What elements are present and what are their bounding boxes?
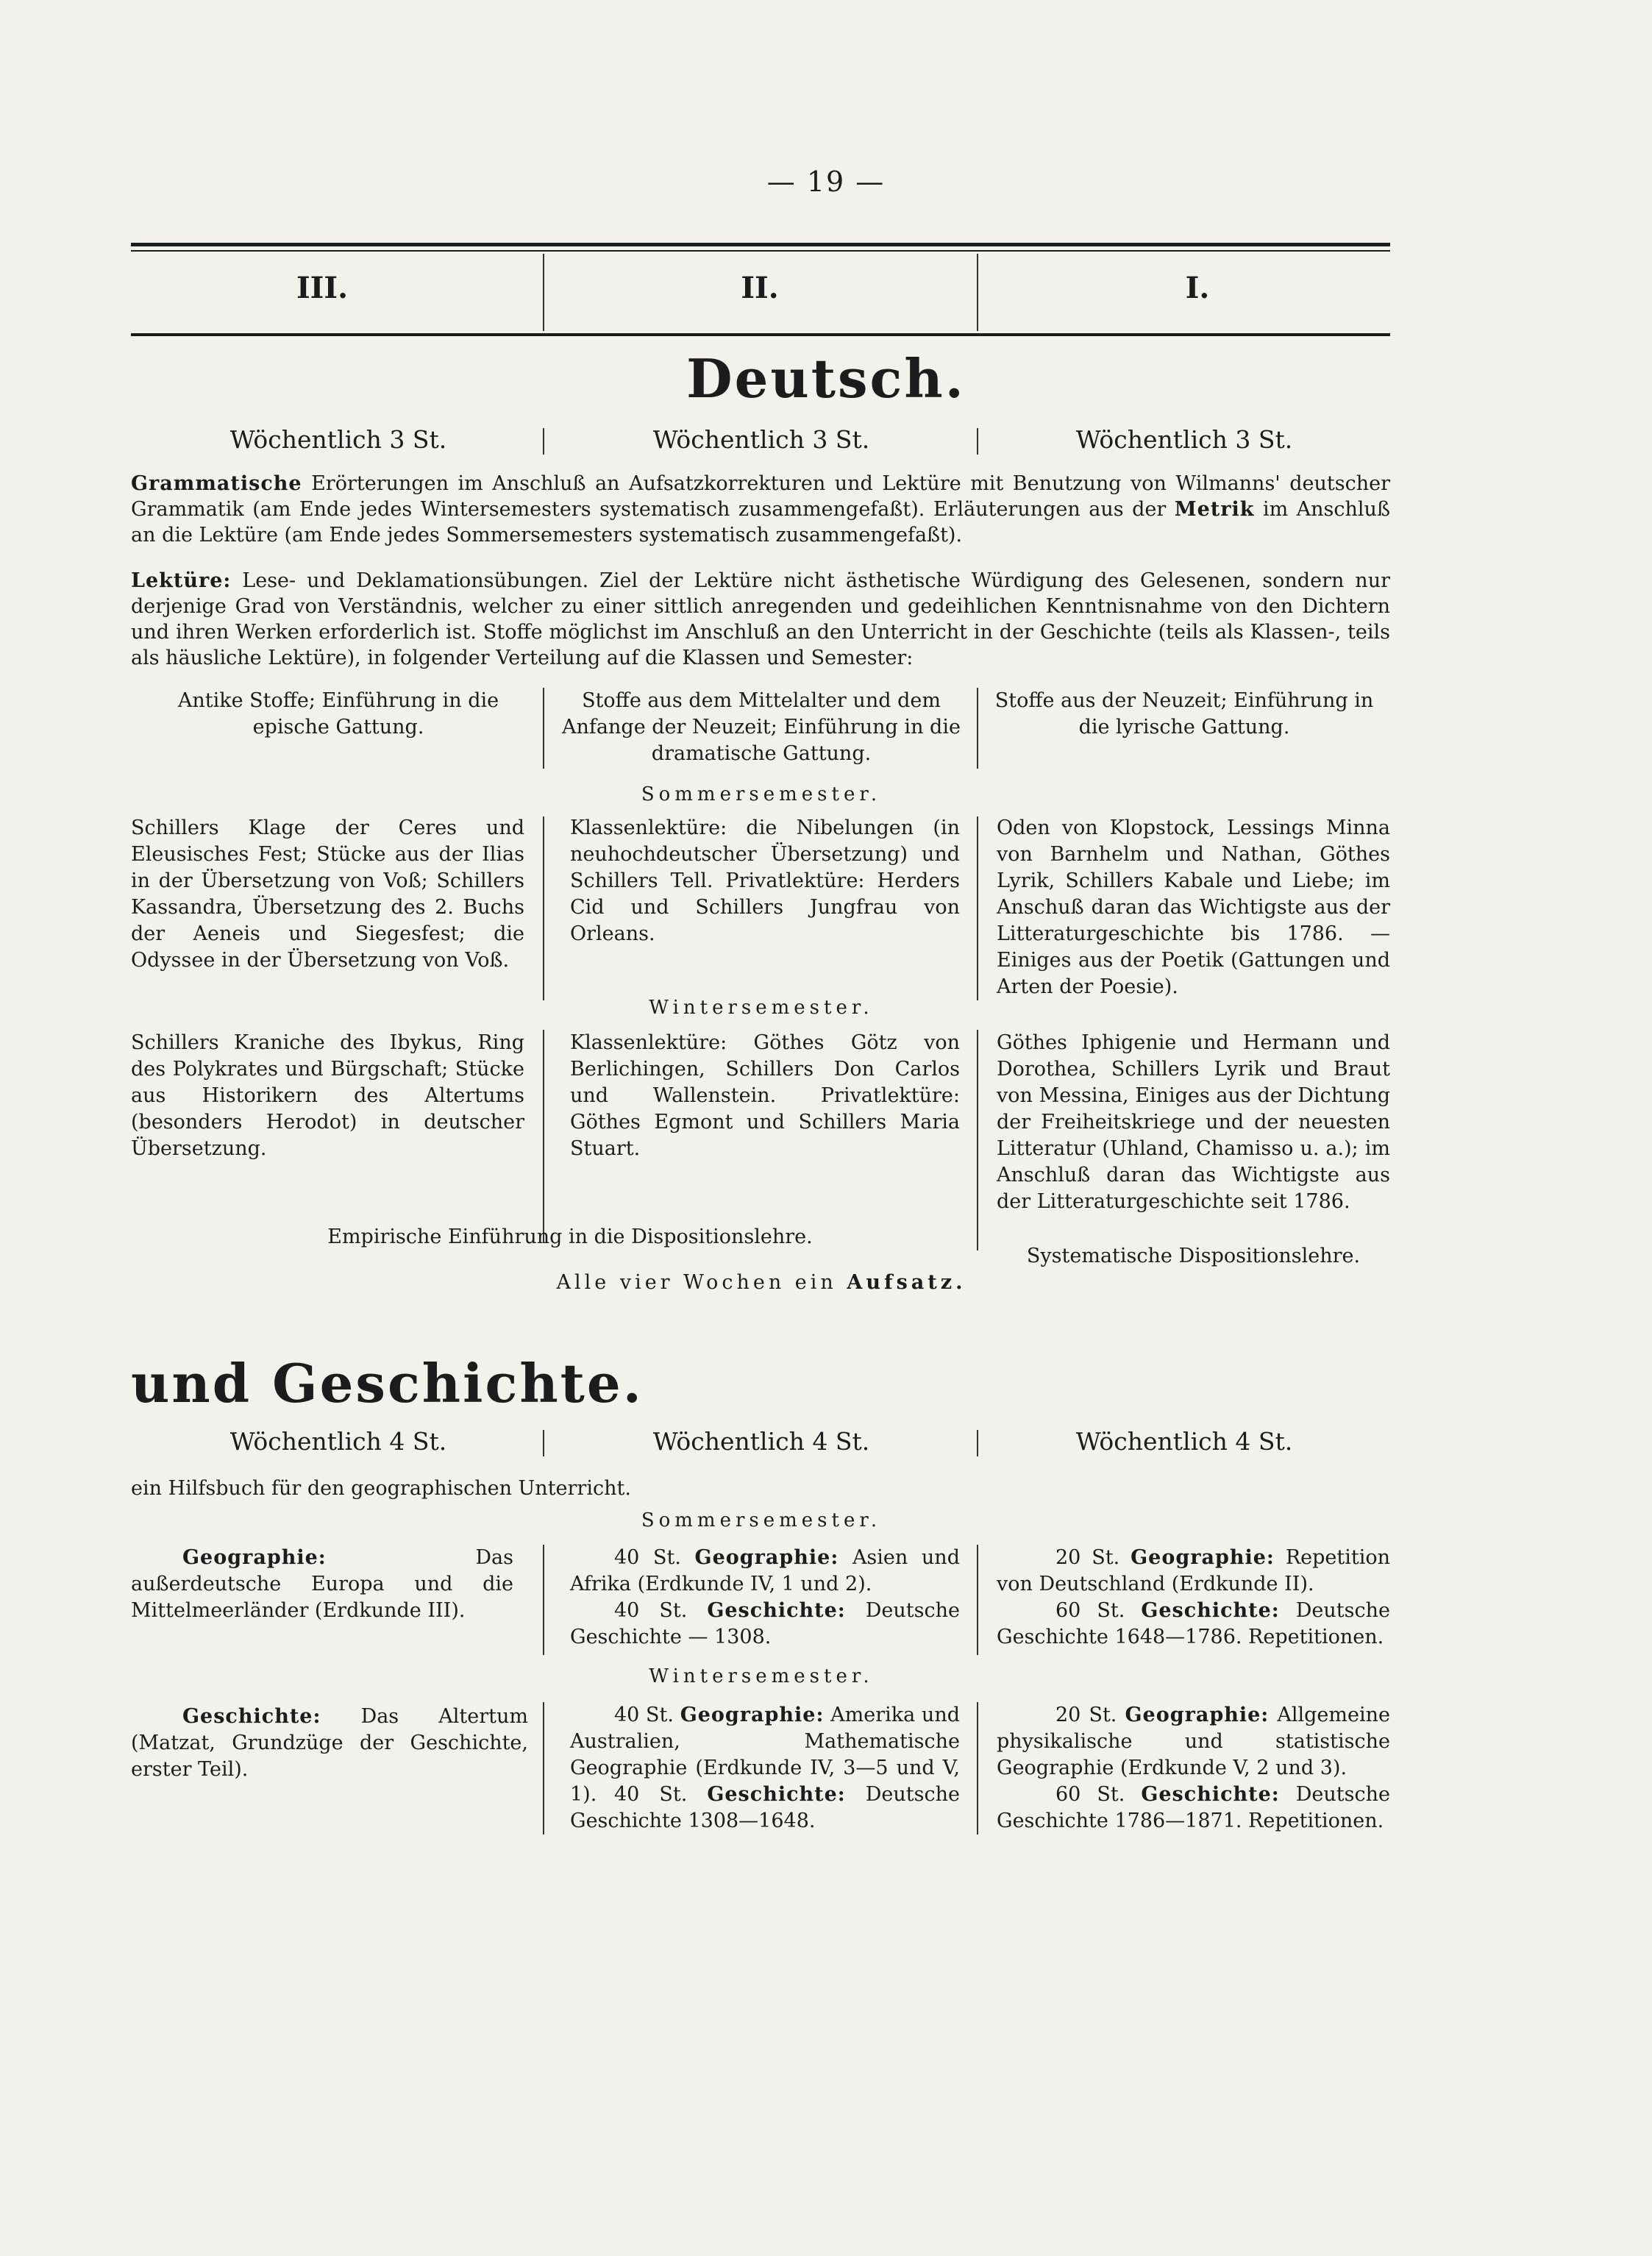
- geschichte-winter-divider-1: [543, 1702, 544, 1835]
- i-winter-geschichte-lead: Geschichte:: [1141, 1783, 1280, 1806]
- i-sommer-geographie-lead: Geographie:: [1131, 1546, 1275, 1569]
- column-header-ii: II.: [741, 271, 779, 305]
- section-title-geschichte: und Geschichte.: [131, 1352, 644, 1415]
- i-sommer-geographie-text: Repetition von Deutschland (Erdkunde II).: [997, 1546, 1390, 1595]
- header-divider-1: [543, 254, 544, 331]
- weekly-geschichte-ii: Wöchentlich 4 St.: [652, 1427, 870, 1456]
- grammatik-paragraph: [131, 471, 1390, 548]
- ii-sommer-geschichte: [570, 1598, 960, 1651]
- sommer-iii: Schillers Klage der Ceres und Eleusisches Fest; Stücke aus der Ilias in der Übersetzung von Voß; Schillers Kassandra, Übersetzung des 2. Buchs der Aeneis und Siegesfest; die Odyssee in der Übersetzung von Voß.: [131, 816, 524, 972]
- lektuere-lead: Lektüre:: [131, 569, 232, 592]
- weekly-iii: Wöchentlich 3 St.: [229, 425, 447, 454]
- winter-iii: Schillers Kraniche des Ibykus, Ring des Polykrates und Bürgschaft; Stücke aus Historikern des Altertums (besonders Herodot) in deutscher Übersetzung.: [131, 1031, 524, 1160]
- lektuere-paragraph: [131, 568, 1390, 671]
- weekly-geschichte-iii: Wöchentlich 4 St.: [229, 1427, 447, 1456]
- header-rule-top: [131, 243, 1390, 246]
- page-number: — 19 —: [766, 166, 886, 198]
- dispositionslehre-systematisch: Systematische Dispositionslehre.: [1026, 1245, 1361, 1267]
- geschichte-winter-divider-2: [977, 1702, 978, 1835]
- i-winter-geschichte-hours: 60 St.: [1055, 1783, 1125, 1806]
- metrik-text: im Anschluß an die Lektüre (am Ende jedes Sommersemesters systematisch zusammengefaßt).: [131, 498, 1390, 547]
- weekly-divider-2: [977, 428, 978, 455]
- grammatik-lead: Grammatische: [131, 472, 302, 495]
- ii-sommer-geographie-lead: Geographie:: [694, 1546, 839, 1569]
- i-winter-geographie-lead: Geographie:: [1125, 1704, 1270, 1726]
- aufsatz-line: [544, 1271, 978, 1294]
- sommer-divider-1: [543, 816, 544, 1000]
- weekly-geschichte-divider-1: [543, 1430, 544, 1456]
- column-header-i: I.: [1185, 271, 1210, 305]
- iii-geschichte-text: Das Altertum (Matzat, Grundzüge der Geschichte, erster Teil).: [131, 1705, 528, 1781]
- ii-winter-geographie-lead: Geographie:: [680, 1704, 825, 1726]
- sommer-i: Oden von Klopstock, Lessings Minna von Barnhelm und Nathan, Göthes Lyrik, Schillers Kabale und Liebe; im Anschuß daran das Wichtigste aus der Litteraturgeschichte bis 1786. — Einiges aus der Poetik (Gattungen und Arten der Poesie).: [997, 816, 1390, 998]
- geschichte-sommer-divider-2: [977, 1545, 978, 1655]
- i-sommer-geographie-hours: 20 St.: [1055, 1546, 1120, 1569]
- iii-geographie: [131, 1545, 513, 1624]
- weekly-geschichte-i: Wöchentlich 4 St.: [1075, 1427, 1293, 1456]
- winter-i: Göthes Iphigenie und Hermann und Dorothea, Schillers Lyrik und Braut von Messina, Einiges aus der Dichtung der Freiheitskriege und der neuesten Litteratur (Uhland, Chamisso u. a.); im Anschluß daran das Wichtigste aus der Litteraturgeschichte seit 1786.: [997, 1031, 1390, 1213]
- ii-sommer-geographie-hours: 40 St.: [614, 1546, 681, 1569]
- sommersemester-label: Sommersemester.: [641, 783, 882, 805]
- header-divider-2: [977, 254, 978, 331]
- geschichte-sommer-divider-1: [543, 1545, 544, 1655]
- metrik-lead: Metrik: [1174, 498, 1255, 521]
- ii-sommer-geographie-text: Asien und Afrika (Erdkunde IV, 1 und 2).: [570, 1546, 960, 1595]
- winter-divider-2: [977, 1030, 978, 1250]
- section-title-deutsch: Deutsch.: [686, 347, 966, 410]
- lektuere-text: Lese- und Deklamationsübungen. Ziel der Lektüre nicht ästhetische Würdigung des Gelesenen, sondern nur derjenige Grad von Verständnis, welcher zu einer sittlich anregenden und gedeihlichen Kenntnisnahme von den Dichtern und ihren Werken erforderlich ist. Stoffe möglichst im Anschluß an den Unterricht in der Geschichte (teils als Klassen-, teils als häusliche Lektüre), in folgender Verteilung auf die Klassen und Semester:: [131, 569, 1390, 669]
- i-sommer-geschichte-text: Deutsche Geschichte 1648—1786. Repetitionen.: [997, 1599, 1390, 1648]
- column-header-iii: III.: [296, 271, 349, 305]
- iii-geschichte: [131, 1704, 528, 1783]
- grammatik-text: Erörterungen im Anschluß an Aufsatzkorrekturen und Lektüre mit Benutzung von Wilmanns' deutscher Grammatik (am Ende jedes Wintersemesters systematisch zusammengefaßt). Erläuterungen aus der: [131, 472, 1390, 521]
- ii-winter-geschichte-hours: 40 St.: [614, 1783, 688, 1806]
- dispositionslehre-empirisch: Empirische Einführung in die Dispositionslehre.: [327, 1225, 813, 1248]
- weekly-geschichte-divider-2: [977, 1430, 978, 1456]
- ii-winter-geographie-hours: 40 St.: [614, 1704, 674, 1726]
- weekly-i: Wöchentlich 3 St.: [1075, 425, 1293, 454]
- ii-sommer-geographie: [570, 1545, 960, 1598]
- ii-sommer-geschichte-text: Deutsche Geschichte — 1308.: [570, 1599, 960, 1648]
- ii-sommer-geschichte-hours: 40 St.: [614, 1599, 688, 1622]
- winter-divider-1: [543, 1030, 544, 1243]
- aufsatz-prefix: Alle vier Wochen ein: [556, 1271, 837, 1294]
- wintersemester-label: Wintersemester.: [649, 997, 874, 1019]
- i-sommer-geschichte: [997, 1598, 1390, 1651]
- iii-geschichte-lead: Geschichte:: [182, 1705, 321, 1728]
- header-rule-bottom: [131, 333, 1390, 336]
- sommer-ii: Klassenlektüre: die Nibelungen (in neuhochdeutscher Übersetzung) und Schillers Tell. Privatlektüre: Herders Cid und Schillers Jungfrau von Orleans.: [570, 816, 960, 945]
- i-winter-geographie-hours: 20 St.: [1055, 1704, 1117, 1726]
- iii-geographie-lead: Geographie:: [182, 1546, 327, 1569]
- ii-winter-geschichte: [570, 1782, 960, 1835]
- aufsatz-word: Aufsatz.: [847, 1271, 966, 1294]
- hilfsbuch-text: ein Hilfsbuch für den geographischen Unterricht.: [131, 1477, 631, 1500]
- stoffe-i: Stoffe aus der Neuzeit; Einführung in die lyrische Gattung.: [994, 689, 1374, 739]
- ii-winter-geschichte-lead: Geschichte:: [707, 1783, 846, 1806]
- iii-geographie-text: Das außerdeutsche Europa und die Mittelmeerländer (Erdkunde III).: [131, 1546, 513, 1622]
- i-winter-geographie: [997, 1702, 1390, 1782]
- sommer-divider-2: [977, 816, 978, 1000]
- stoffe-divider-1: [543, 688, 544, 769]
- weekly-ii: Wöchentlich 3 St.: [652, 425, 870, 454]
- weekly-divider-1: [543, 428, 544, 455]
- stoffe-divider-2: [977, 688, 978, 769]
- i-winter-geschichte-text: Deutsche Geschichte 1786—1871. Repetitionen.: [997, 1783, 1390, 1832]
- ii-sommer-geschichte-lead: Geschichte:: [707, 1599, 846, 1622]
- geschichte-sommersemester-label: Sommersemester.: [641, 1509, 882, 1531]
- winter-ii: Klassenlektüre: Göthes Götz von Berlichingen, Schillers Don Carlos und Wallenstein. Privatlektüre: Göthes Egmont und Schillers Maria Stuart.: [570, 1031, 960, 1160]
- i-sommer-geschichte-lead: Geschichte:: [1141, 1599, 1280, 1622]
- ii-winter-geographie-text: Amerika und Australien, Mathematische Geographie (Erdkunde IV, 3—5 und V, 1).: [570, 1704, 960, 1806]
- i-sommer-geschichte-hours: 60 St.: [1055, 1599, 1125, 1622]
- stoffe-ii: Stoffe aus dem Mittelalter und dem Anfange der Neuzeit; Einführung in die dramatische Gattung.: [562, 689, 961, 765]
- i-winter-geschichte: [997, 1782, 1390, 1835]
- header-rule-top-thin: [131, 250, 1390, 252]
- ii-winter-geschichte-text: Deutsche Geschichte 1308—1648.: [570, 1783, 960, 1832]
- stoffe-iii: Antike Stoffe; Einführung in die epische Gattung.: [177, 689, 499, 739]
- i-sommer-geographie: [997, 1545, 1390, 1598]
- i-winter-geographie-text: Allgemeine physikalische und statistische Geographie (Erdkunde V, 2 und 3).: [997, 1704, 1390, 1779]
- geschichte-wintersemester-label: Wintersemester.: [649, 1665, 874, 1687]
